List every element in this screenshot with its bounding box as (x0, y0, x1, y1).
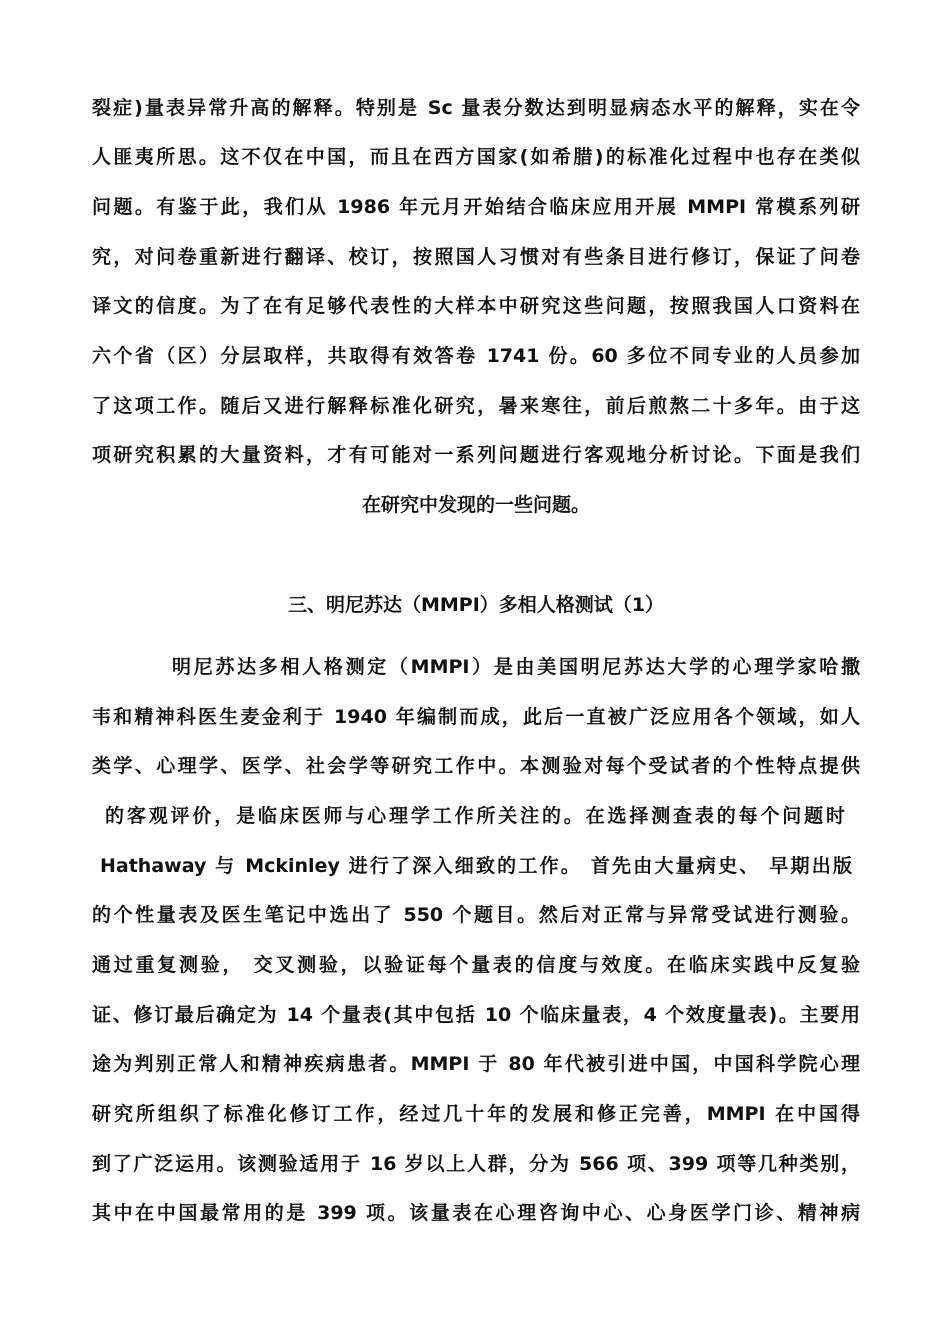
body-line-5: Hathaway 与 Mckinley 进行了深入细致的工作。 首先由大量病史、 早期出版 (100, 855, 852, 877)
body-line-9: 途为判别正常人和精神疾病患者。MMPI 于 80 年代被引进中国，中国科学院心理 (92, 1053, 860, 1075)
intro-line-8: 项研究积累的大量资料，才有可能对一系列问题进行客观地分析讨论。下面是我们 (92, 444, 860, 466)
section-title: 三、明尼苏达（MMPI）多相人格测试（1） (287, 594, 665, 616)
intro-line-2: 人匪夷所思。这不仅在中国，而且在西方国家(如希腊)的标准化过程中也存在类似 (92, 146, 860, 168)
body-line-2: 韦和精神科医生麦金利于 1940 年编制而成，此后一直被广泛应用各个领域，如人 (92, 706, 860, 728)
body-line-10: 研究所组织了标准化修订工作，经过几十年的发展和修正完善，MMPI 在中国得 (92, 1103, 860, 1125)
body-line-12: 其中在中国最常用的是 399 项。该量表在心理咨询中心、心身医学门诊、精神病 (92, 1202, 860, 1224)
intro-line-5: 译文的信度。为了在有足够代表性的大样本中研究这些问题，按照我国人口资料在 (92, 295, 860, 317)
intro-line-9: 在研究中发现的一些问题。 (361, 494, 590, 516)
body-line-7: 通过重复测验， 交叉测验，以验证每个量表的信度与效度。在临床实践中反复验 (92, 954, 860, 976)
body-line-8: 证、修订最后确定为 14 个量表(其中包括 10 个临床量表，4 个效度量表)。主要用 (92, 1004, 860, 1026)
body-line-6: 的个性量表及医生笔记中选出了 550 个题目。然后对正常与异常受试进行测验。 (92, 904, 860, 926)
intro-line-6: 六个省（区）分层取样，共取得有效答卷 1741 份。60 多位不同专业的人员参加 (92, 345, 860, 367)
intro-line-7: 了这项工作。随后又进行解释标准化研究，暑来寒往，前后煎熬二十多年。由于这 (92, 395, 860, 417)
body-line-11: 到了广泛运用。该测验适用于 16 岁以上人群，分为 566 项、399 项等几种类别， (92, 1153, 860, 1175)
intro-line-1: 裂症)量表异常升高的解释。特别是 Sc 量表分数达到明显病态水平的解释，实在令 (92, 97, 860, 119)
intro-line-3: 问题。有鉴于此，我们从 1986 年元月开始结合临床应用开展 MMPI 常模系列研 (92, 196, 860, 218)
intro-line-4: 究，对问卷重新进行翻译、校订，按照国人习惯对有些条目进行修订，保证了问卷 (92, 246, 860, 268)
body-line-1: 明尼苏达多相人格测定（MMPI）是由美国明尼苏达大学的心理学家哈撒 (172, 656, 860, 678)
body-line-3: 类学、心理学、医学、社会学等研究工作中。本测验对每个受试者的个性特点提供 (92, 755, 860, 777)
body-line-4: 的客观评价，是临床医师与心理学工作所关注的。在选择测查表的每个问题时 (105, 805, 845, 827)
